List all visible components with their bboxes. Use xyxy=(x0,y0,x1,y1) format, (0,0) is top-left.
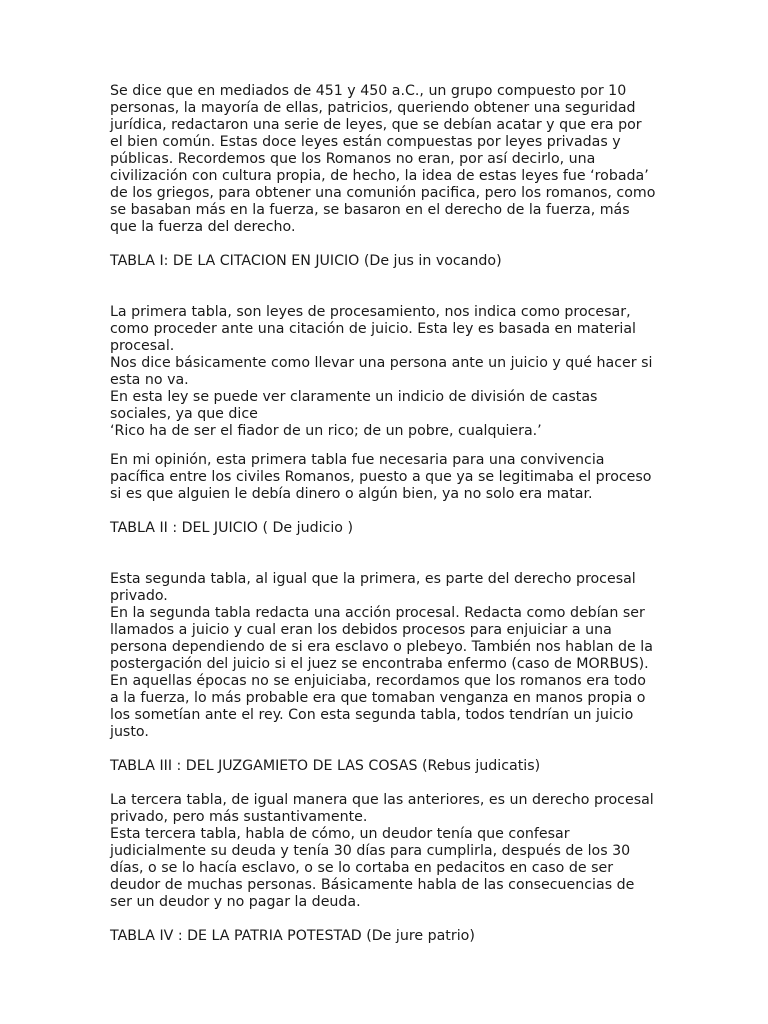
text-line: La tercera tabla, de igual manera que las anteriores, es un derecho procesal xyxy=(110,792,654,808)
text-line: como proceder ante una citación de juicio. Esta ley es basada en material xyxy=(110,321,636,337)
heading-text: TABLA I: DE LA CITACION EN JUICIO (De jus in vocando) xyxy=(110,253,502,269)
text-line: días, o se lo hacía esclavo, o se lo cortaba en pedacitos en caso de ser xyxy=(110,860,614,876)
text-line: postergación del juicio si el juez se encontraba enfermo (caso de MORBUS). xyxy=(110,656,649,672)
intro-paragraph xyxy=(110,83,670,236)
text-line: judicialmente su deuda y tenía 30 días para cumplirla, después de los 30 xyxy=(110,843,631,859)
text-line: La primera tabla, son leyes de procesamiento, nos indica como procesar, xyxy=(110,304,631,320)
heading-text: TABLA III : DEL JUZGAMIETO DE LAS COSAS (Rebus judicatis) xyxy=(110,758,541,774)
tabla-3-paragraph xyxy=(110,792,670,911)
tabla-1-paragraph xyxy=(110,304,670,440)
document-page xyxy=(110,83,670,945)
text-line: Esta tercera tabla, habla de cómo, un deudor tenía que confesar xyxy=(110,826,570,842)
heading-text: TABLA II : DEL JUICIO ( De judicio ) xyxy=(110,520,353,536)
text-line: Nos dice básicamente como llevar una persona ante un juicio y qué hacer si xyxy=(110,355,653,371)
text-line: llamados a juicio y cual eran los debidos procesos para enjuiciar a una xyxy=(110,622,612,638)
text-line: personas, la mayoría de ellas, patricios, queriendo obtener una seguridad xyxy=(110,100,636,116)
text-line: ‘Rico ha de ser el fiador de un rico; de un pobre, cualquiera.’ xyxy=(110,423,542,439)
text-line: se basaban más en la fuerza, se basaron en el derecho de la fuerza, más xyxy=(110,202,630,218)
text-line: que la fuerza del derecho. xyxy=(110,219,296,235)
text-line: En mi opinión, esta primera tabla fue necesaria para una convivencia xyxy=(110,452,605,468)
text-line: públicas. Recordemos que los Romanos no eran, por así decirlo, una xyxy=(110,151,596,167)
opinion-paragraph xyxy=(110,452,670,503)
tabla-2-paragraph xyxy=(110,571,670,741)
text-line: los sometían ante el rey. Con esta segunda tabla, todos tendrían un juicio xyxy=(110,707,634,723)
text-line: civilización con cultura propia, de hecho, la idea de estas leyes fue ‘robada’ xyxy=(110,168,649,184)
heading-text: TABLA IV : DE LA PATRIA POTESTAD (De jure patrio) xyxy=(110,928,475,944)
text-line: ser un deudor y no pagar la deuda. xyxy=(110,894,361,910)
text-line: si es que alguien le debía dinero o algún bien, ya no solo era matar. xyxy=(110,486,593,502)
section-heading-tabla-3 xyxy=(110,758,670,775)
text-line: deudor de muchas personas. Básicamente habla de las consecuencias de xyxy=(110,877,635,893)
text-line: Se dice que en mediados de 451 y 450 a.C., un grupo compuesto por 10 xyxy=(110,83,627,99)
text-line: sociales, ya que dice xyxy=(110,406,258,422)
section-heading-tabla-4 xyxy=(110,928,670,945)
text-line: Esta segunda tabla, al igual que la primera, es parte del derecho procesal xyxy=(110,571,636,587)
text-line: de los griegos, para obtener una comunión pacifica, pero los romanos, como xyxy=(110,185,656,201)
section-heading-tabla-2 xyxy=(110,520,670,537)
text-line: el bien común. Estas doce leyes están compuestas por leyes privadas y xyxy=(110,134,621,150)
text-line: jurídica, redactaron una serie de leyes, que se debían acatar y que era por xyxy=(110,117,642,133)
text-line: En aquellas épocas no se enjuiciaba, recordamos que los romanos era todo xyxy=(110,673,646,689)
section-heading-tabla-1 xyxy=(110,253,670,270)
text-line: justo. xyxy=(110,724,149,740)
text-line: privado, pero más sustantivamente. xyxy=(110,809,368,825)
text-line: En la segunda tabla redacta una acción procesal. Redacta como debían ser xyxy=(110,605,645,621)
text-line: privado. xyxy=(110,588,168,604)
text-line: En esta ley se puede ver claramente un indicio de división de castas xyxy=(110,389,598,405)
text-line: esta no va. xyxy=(110,372,189,388)
text-line: persona dependiendo de si era esclavo o plebeyo. También nos hablan de la xyxy=(110,639,653,655)
text-line: a la fuerza, lo más probable era que tomaban venganza en manos propia o xyxy=(110,690,646,706)
text-line: procesal. xyxy=(110,338,175,354)
text-line: pacífica entre los civiles Romanos, puesto a que ya se legitimaba el proceso xyxy=(110,469,652,485)
